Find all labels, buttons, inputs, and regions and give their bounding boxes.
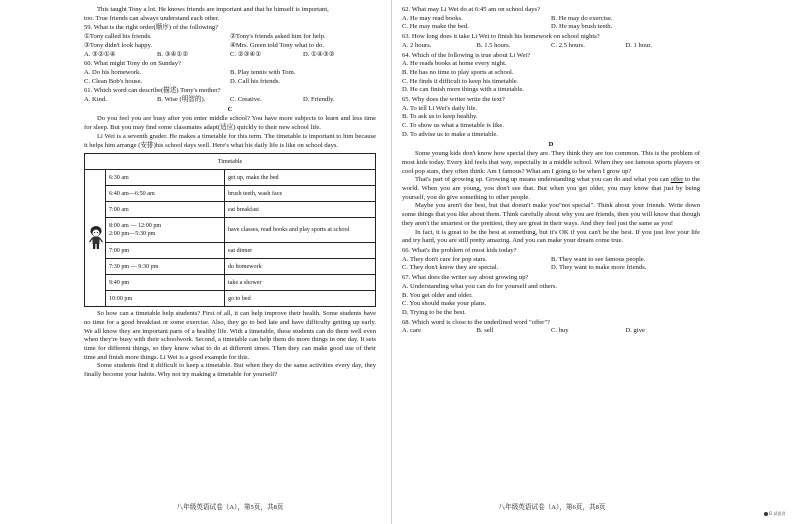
- timetable-time: 7:00 am: [106, 202, 225, 218]
- question-60: 60. What might Tony do on Sunday?: [84, 60, 181, 68]
- question-68: 68. Which word is close to the underlined word "offer"?: [402, 318, 550, 326]
- q59-options: [84, 51, 376, 60]
- q66-option-d: D. They want to make more friends.: [551, 264, 647, 272]
- question-64: 64. Which of the following is true about Li Wei?: [402, 51, 531, 59]
- q65-option-a: A. To tell Li Wei's daily life.: [402, 104, 478, 112]
- q67-option-b: B. You get older and older.: [402, 291, 473, 299]
- timetable-activity: brush teeth, wash face: [225, 186, 376, 202]
- boy-cartoon-icon: [86, 225, 106, 251]
- question-59: 59. What is the right order(顺序) of the following?: [84, 24, 219, 32]
- q64-option-c: C. He finds it difficult to keep his timetable.: [402, 77, 519, 85]
- timetable-time: 7:00 pm: [106, 243, 225, 259]
- para-2-text-b: to the world. When you are young, you don't see that. But when you get older, you may know that just by being yourself, you do give something to other people.: [402, 176, 700, 201]
- q59-sentences: [84, 33, 376, 50]
- logo-dot-icon: [764, 512, 768, 516]
- q59-option-a: A. ③②①④: [84, 50, 116, 58]
- q66-option-c: C. They don't know they are special.: [402, 264, 499, 272]
- q63-options: [402, 42, 700, 51]
- question-63: 63. How long does it take Li Wei to finish his homework on school nights?: [402, 33, 600, 41]
- q68-options: [402, 327, 700, 336]
- timetable-time: 6:40 am—6:50 am: [106, 186, 225, 202]
- question-66: 66. What's the problem of most kids today?: [402, 246, 517, 254]
- q61-option-d: D. Friendly.: [303, 96, 335, 104]
- q67-option-d: D. Trying to be the best.: [402, 308, 466, 316]
- question-65: 65. Why does the writer write the text?: [402, 96, 505, 104]
- timetable: [84, 153, 376, 307]
- right-page-footer: 八年级英语试卷（A），第6页，共8页: [498, 504, 606, 511]
- timetable-time: 10:00 pm: [106, 291, 225, 307]
- timetable-activity: eat dinner: [225, 243, 376, 259]
- q60-option-b: B. Play tennis with Tom.: [230, 68, 296, 76]
- q61-option-c: C. Creative.: [230, 96, 262, 104]
- q64-option-b: B. He has no time to play sports at school.: [402, 68, 514, 76]
- q68-option-a: A. care: [402, 327, 422, 335]
- timetable-time: 6:30 am: [106, 170, 225, 186]
- passage-c-para-3: So how can a timetable help students? First of all, it can help improve their health. Some students have no time for a good breakfast or some exercise. Also, they go to bed late and have difficulty getting up early. We all know they are important parts of a healthy life. With a timetable, these students can do them well even when they're busy with their schoolwork. Second, a timetable can help them do more things in one day. It sets time for different things, so they know what to do at different times. Then they can make good use of their time and finish more things. Li Wei is a good example for this.: [84, 310, 376, 361]
- q61-options: [84, 96, 376, 105]
- q60-options: [84, 69, 376, 86]
- q59-sentence-2: ②Tony's friends asked him for help.: [230, 33, 326, 41]
- timetable-activity: go to bed: [225, 291, 376, 307]
- timetable-activity: take a shower: [225, 275, 376, 291]
- q59-sentence-1: ①Tony called his friends.: [84, 33, 152, 41]
- q68-option-c: C. buy: [551, 327, 569, 335]
- q60-option-c: C. Clean Bob's house.: [84, 77, 143, 85]
- timetable-activity: have classes, read books and play sports at school: [225, 218, 376, 243]
- q59-option-d: D. ①④③②: [303, 50, 335, 58]
- question-62: 62. What may Li Wei do at 6:45 am on school days?: [402, 6, 541, 13]
- q59-option-b: B. ③④①②: [157, 50, 189, 58]
- passage-c-para-1: Do you feel you are busy after you enter middle school? You have more subjects to learn and less time for sleep. But you may find some classmates adapt(适应) quickly to their new school life.: [84, 115, 376, 132]
- q62-option-d: D. He may brush teeth.: [551, 23, 613, 31]
- timetable-time: 9:40 pm: [106, 275, 225, 291]
- q62-option-b: B. He may do exercise.: [551, 14, 613, 22]
- q63-option-b: B. 1.5 hours.: [476, 41, 511, 49]
- q60-option-d: D. Call his friends.: [230, 77, 280, 85]
- intro-line-2: too. True friends can always understand each other.: [84, 14, 220, 22]
- q66-option-a: A. They don't care for pop stars.: [402, 255, 487, 263]
- q66-option-b: B. They want to see famous people.: [551, 255, 646, 263]
- section-d-title: D: [548, 140, 554, 148]
- q65-option-d: D. To advise us to make a timetable.: [402, 130, 498, 138]
- q63-option-a: A. 2 hours.: [402, 41, 432, 49]
- q66-options: [402, 256, 700, 273]
- passage-d-para-4: In fact, it is great to be the best at something, but it's OK if you can't be the best. If you just live your life and try hard, you are still pretty amazing. And you can make your dream come true.: [402, 228, 700, 245]
- q67-option-c: C. You should make your plans.: [402, 300, 487, 308]
- q61-option-b: B. Wise (明智的).: [157, 96, 206, 104]
- passage-d-para-1: Some young kids don't know how special they are. They think they are too common. This is the problem of most kids today. Every kid feels that way, especially in a middle school. When they see famous sports players or cool pop stars, they often think: Am I famous? What am I going to be when I grow up?: [402, 150, 700, 175]
- left-page-footer: 八年级英语试卷（A），第5页，共8页: [176, 504, 284, 511]
- passage-d-para-3: Maybe you aren't the best, but that doesn't make you"not special". Think about your friends. Write down some things that you like about them. Think carefully about why you are friends, then you will know that though they aren't the smartest or the prettiest, they are great in their ways. And they feel just the same as you!: [402, 202, 700, 227]
- q61-option-a: A. Kind.: [84, 96, 107, 104]
- q64-option-d: D. He can finish more things with a timetable.: [402, 86, 524, 94]
- logo-text: G 试卷君: [769, 511, 786, 516]
- q59-option-c: C. ②③④①: [230, 50, 262, 58]
- q59-sentence-3: ③Tony didn't look happy.: [84, 41, 153, 49]
- q62-options: [402, 15, 700, 32]
- q64-option-a: A. He reads books at home every night.: [402, 60, 507, 68]
- passage-c-para-4: Some students find it difficult to keep a timetable. But when they do the same activities every day, they finally become your habits. Why not try making a timetable for yourself?: [84, 362, 376, 379]
- q65-option-b: B. To ask us to keep healthy.: [402, 113, 478, 121]
- underlined-word-offer: offer: [670, 176, 684, 184]
- q62-option-c: C. He may make the bed.: [402, 23, 469, 31]
- timetable-activity: do homework: [225, 259, 376, 275]
- timetable-title: Timetable: [85, 154, 376, 170]
- left-page: [84, 6, 376, 380]
- q65-option-c: C. To show us what a timetable is like.: [402, 122, 504, 130]
- passage-d-para-2: [402, 176, 700, 202]
- timetable-activity: get up, make the bed: [225, 170, 376, 186]
- section-c-title: C: [227, 105, 233, 113]
- q68-option-b: B. sell: [476, 327, 494, 335]
- page-divider: [391, 0, 392, 524]
- timetable-time: 8:00 am — 12:00 pm 2:00 pm—5:30 pm: [106, 218, 225, 243]
- intro-line-1: This taught Tony a lot. He knows friends are important and that he himself is important,: [97, 6, 329, 13]
- q68-option-d: D. give: [625, 327, 645, 335]
- q63-option-d: D. 1 hour.: [625, 41, 652, 49]
- q60-option-a: A. Do his homework.: [84, 68, 141, 76]
- q67-option-a: A. Understanding what you can do for yourself and others.: [402, 282, 558, 290]
- right-page: [402, 6, 700, 336]
- timetable-time: 7:30 pm — 9:30 pm: [106, 259, 225, 275]
- question-67: 67. What does the writer say about growing up?: [402, 274, 529, 282]
- q62-option-a: A. He may read books.: [402, 14, 463, 22]
- timetable-activity: eat breakfast: [225, 202, 376, 218]
- para-2-text-a: That's part of growing up. Growing up means understanding what you can do and what you can: [415, 176, 671, 184]
- q59-sentence-4: ④Mrs. Green told Tony what to do.: [230, 41, 324, 49]
- q63-option-c: C. 2.5 hours.: [551, 41, 585, 49]
- student-illustration: [85, 170, 106, 307]
- question-61: 61. Which word can describe(描述) Tony's mother?: [84, 87, 221, 95]
- watermark-logo: [764, 511, 785, 516]
- passage-c-para-2: Li Wei is a seventh grader. He makes a timetable for this term. The timetable is important to him because it helps him arrange (安排)his school days well. Here's what his daily life is like on school days.: [84, 132, 376, 149]
